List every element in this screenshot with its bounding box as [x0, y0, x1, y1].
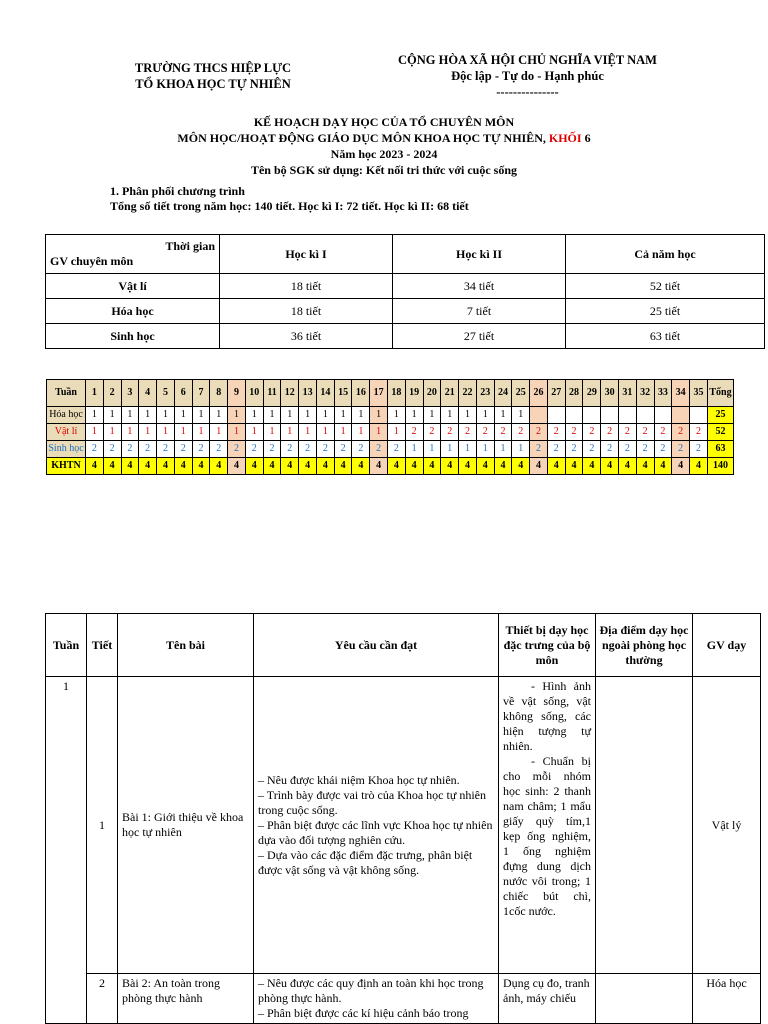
week-cell: 1	[476, 441, 494, 458]
lesson-period: 2	[87, 974, 118, 1024]
week-cell: 1	[121, 407, 139, 424]
week-row-label: Hóa học	[47, 407, 86, 424]
week-cell: 1	[281, 424, 299, 441]
week-cell: 2	[370, 441, 388, 458]
week-number: 22	[459, 380, 477, 407]
lesson-row	[46, 974, 761, 1024]
week-cell: 2	[388, 441, 406, 458]
plan-textbook: Tên bộ SGK sử dụng: Kết nối tri thức với cuộc sống	[250, 163, 518, 177]
lesson-location	[596, 677, 693, 974]
week-cell: 4	[334, 458, 352, 475]
week-cell: 2	[601, 441, 619, 458]
week-cell: 4	[281, 458, 299, 475]
week-number: 9	[228, 380, 246, 407]
week-header-label: Tuần	[47, 380, 86, 407]
week-cell: 4	[405, 458, 423, 475]
week-row-total: 25	[708, 407, 734, 424]
week-cell: 1	[441, 407, 459, 424]
week-cell: 2	[316, 441, 334, 458]
week-cell: 1	[352, 407, 370, 424]
week-number: 3	[121, 380, 139, 407]
summary-year: 52 tiết	[566, 274, 765, 299]
week-number: 31	[618, 380, 636, 407]
week-cell: 1	[459, 441, 477, 458]
requirement-line: – Nêu được các quy định an toàn khi học trong phòng thực hành.	[258, 976, 484, 1005]
week-cell: 2	[405, 424, 423, 441]
week-cell: 2	[245, 441, 263, 458]
requirement-line: – Phân biệt được các lĩnh vực Khoa học tự nhiên dựa vào đối tượng nghiên cứu.	[258, 817, 493, 847]
week-cell: 1	[103, 424, 121, 441]
header-location: Địa điểm dạy học ngoài phòng học thường	[596, 614, 693, 677]
week-cell: 2	[672, 424, 690, 441]
header-equipment: Thiết bị dạy học đặc trưng của bộ môn	[499, 614, 596, 677]
week-cell: 2	[547, 441, 565, 458]
plan-subject-prefix: MÔN HỌC/HOẠT ĐỘNG GIÁO DỤC MÔN KHOA HỌC TỰ NHIÊN,	[177, 131, 549, 145]
week-grid-row	[47, 441, 734, 458]
week-number: 15	[334, 380, 352, 407]
week-cell: 1	[334, 424, 352, 441]
week-cell: 1	[192, 407, 210, 424]
summary-year: 63 tiết	[566, 324, 765, 349]
week-cell: 1	[210, 407, 228, 424]
summary-year: 25 tiết	[566, 299, 765, 324]
week-cell	[672, 407, 690, 424]
nation-name: CỘNG HÒA XÃ HỘI CHỦ NGHĨA VIỆT NAM	[398, 53, 657, 67]
week-cell	[530, 407, 548, 424]
week-cell: 4	[157, 458, 175, 475]
summary-hk2: 27 tiết	[393, 324, 566, 349]
week-cell: 1	[263, 407, 281, 424]
plan-grade-number: 6	[581, 131, 591, 145]
week-cell: 1	[157, 424, 175, 441]
week-cell: 1	[476, 407, 494, 424]
week-cell: 1	[405, 441, 423, 458]
lesson-teacher: Vật lý	[693, 677, 761, 974]
summary-hk1: 18 tiết	[220, 274, 393, 299]
week-number: 13	[299, 380, 317, 407]
week-cell: 4	[601, 458, 619, 475]
week-number: 2	[103, 380, 121, 407]
week-cell: 4	[139, 458, 157, 475]
week-cell: 2	[690, 424, 708, 441]
week-number: 12	[281, 380, 299, 407]
week-cell: 2	[121, 441, 139, 458]
week-cell: 2	[86, 441, 104, 458]
week-number: 33	[654, 380, 672, 407]
week-number: 26	[530, 380, 548, 407]
week-grid-row	[47, 407, 734, 424]
week-cell: 2	[494, 424, 512, 441]
week-cell	[690, 407, 708, 424]
section-1-summary: Tổng số tiết trong năm học: 140 tiết. Học kì I: 72 tiết. Học kì II: 68 tiết	[110, 199, 469, 213]
week-number: 17	[370, 380, 388, 407]
week-cell: 4	[476, 458, 494, 475]
week-cell: 4	[370, 458, 388, 475]
week-cell: 2	[601, 424, 619, 441]
week-cell: 2	[157, 441, 175, 458]
week-cell: 2	[636, 441, 654, 458]
summary-corner-cell	[46, 235, 220, 274]
week-header-row	[47, 380, 734, 407]
week-cell: 1	[245, 407, 263, 424]
week-cell: 4	[565, 458, 583, 475]
week-cell: 4	[352, 458, 370, 475]
requirement-line: – Phân biệt được các kí hiệu cảnh báo trong	[258, 1006, 469, 1020]
week-cell: 1	[423, 441, 441, 458]
week-row-label: Vật lí	[47, 424, 86, 441]
week-number: 35	[690, 380, 708, 407]
week-cell: 4	[530, 458, 548, 475]
week-cell	[654, 407, 672, 424]
requirement-line: – Nêu được khái niệm Khoa học tự nhiên.	[258, 772, 460, 787]
header-requirements: Yêu cầu cần đạt	[254, 614, 499, 677]
week-cell: 4	[494, 458, 512, 475]
week-cell: 2	[512, 424, 530, 441]
week-number: 6	[174, 380, 192, 407]
week-cell: 1	[441, 441, 459, 458]
week-cell: 4	[583, 458, 601, 475]
week-cell: 1	[459, 407, 477, 424]
week-cell: 4	[423, 458, 441, 475]
week-cell: 4	[512, 458, 530, 475]
summary-subject: Hóa học	[46, 299, 220, 324]
week-number: 11	[263, 380, 281, 407]
week-number: 23	[476, 380, 494, 407]
week-number: 28	[565, 380, 583, 407]
header-teacher: GV dạy	[693, 614, 761, 677]
week-cell: 2	[476, 424, 494, 441]
week-cell: 4	[654, 458, 672, 475]
week-cell: 1	[86, 424, 104, 441]
week-cell: 4	[459, 458, 477, 475]
week-grid	[46, 379, 734, 475]
week-cell: 4	[316, 458, 334, 475]
header-week: Tuần	[46, 614, 87, 677]
week-number: 16	[352, 380, 370, 407]
lesson-location	[596, 974, 693, 1024]
summary-row	[46, 324, 765, 349]
week-cell: 1	[423, 407, 441, 424]
week-number: 25	[512, 380, 530, 407]
week-cell: 1	[139, 424, 157, 441]
lesson-teacher: Hóa học	[693, 974, 761, 1024]
week-cell: 2	[263, 441, 281, 458]
week-cell: 2	[423, 424, 441, 441]
equipment-line: Dụng cụ đo, tranh ảnh, máy chiếu	[503, 976, 590, 1005]
week-cell: 2	[565, 441, 583, 458]
week-number: 20	[423, 380, 441, 407]
week-number: 14	[316, 380, 334, 407]
summary-hk1: 18 tiết	[220, 299, 393, 324]
lesson-requirements	[254, 677, 499, 974]
week-number: 24	[494, 380, 512, 407]
nation-separator: ---------------	[496, 85, 559, 99]
week-cell: 2	[547, 424, 565, 441]
week-row-total: 63	[708, 441, 734, 458]
week-cell: 1	[299, 424, 317, 441]
lesson-header-row	[46, 614, 761, 677]
week-cell: 2	[103, 441, 121, 458]
week-cell: 2	[672, 441, 690, 458]
week-cell: 1	[370, 424, 388, 441]
lesson-requirements	[254, 974, 499, 1024]
week-cell: 2	[636, 424, 654, 441]
week-cell: 1	[334, 407, 352, 424]
week-cell: 4	[690, 458, 708, 475]
week-cell: 2	[583, 424, 601, 441]
week-row-label: Sinh học	[47, 441, 86, 458]
week-cell: 4	[245, 458, 263, 475]
week-cell: 1	[263, 424, 281, 441]
week-cell: 2	[174, 441, 192, 458]
equipment-line: - Chuẩn bị cho mỗi nhóm học sinh: 2 thanh nam châm; 1 mẩu giấy quỳ tím,1 kẹp ống nghiệm, 1 ống nghiệm đựng dung dịch nước vôi trong; 1 chiếc bút chì, 1cốc nước.	[503, 754, 591, 918]
week-cell: 4	[618, 458, 636, 475]
week-cell: 2	[210, 441, 228, 458]
corner-time-label: Thời gian	[165, 239, 215, 253]
week-number: 5	[157, 380, 175, 407]
week-cell: 1	[352, 424, 370, 441]
week-cell: 4	[636, 458, 654, 475]
week-cell: 2	[139, 441, 157, 458]
school-header	[108, 60, 318, 92]
lesson-name: Bài 1: Giới thiệu về khoa học tự nhiên	[118, 677, 254, 974]
plan-title: KẾ HOẠCH DẠY HỌC CỦA TỔ CHUYÊN MÔN	[253, 115, 515, 129]
plan-title-block	[60, 114, 708, 178]
equipment-line: - Hình ảnh về vật sống, vật không sống, các hiện tượng tự nhiên.	[503, 679, 591, 753]
summary-row	[46, 274, 765, 299]
week-cell: 4	[441, 458, 459, 475]
week-cell: 4	[86, 458, 104, 475]
corner-teacher-label: GV chuyên môn	[50, 254, 134, 268]
week-cell: 4	[103, 458, 121, 475]
week-cell	[618, 407, 636, 424]
week-cell: 4	[299, 458, 317, 475]
lesson-equipment	[499, 677, 596, 974]
section-1-heading: 1. Phân phối chương trình	[110, 184, 245, 198]
week-cell: 1	[157, 407, 175, 424]
week-cell: 2	[228, 441, 246, 458]
week-cell: 2	[583, 441, 601, 458]
week-cell: 4	[388, 458, 406, 475]
week-header-total: Tổng	[708, 380, 734, 407]
week-row-total: 52	[708, 424, 734, 441]
header-lesson: Tên bài	[118, 614, 254, 677]
requirement-line: – Trình bày được vai trò của Khoa học tự nhiên trong cuộc sống.	[258, 787, 486, 817]
week-cell: 1	[494, 407, 512, 424]
summary-subject: Sinh học	[46, 324, 220, 349]
week-number: 4	[139, 380, 157, 407]
school-name: TRƯỜNG THCS HIỆP LỰC	[134, 61, 292, 75]
week-cell	[601, 407, 619, 424]
summary-hk2: 7 tiết	[393, 299, 566, 324]
week-cell: 2	[654, 424, 672, 441]
week-cell: 1	[192, 424, 210, 441]
week-number: 29	[583, 380, 601, 407]
week-cell: 1	[512, 407, 530, 424]
summary-hk1: 36 tiết	[220, 324, 393, 349]
week-cell	[636, 407, 654, 424]
week-number: 32	[636, 380, 654, 407]
week-cell: 2	[441, 424, 459, 441]
week-cell: 1	[210, 424, 228, 441]
week-cell: 1	[299, 407, 317, 424]
week-cell: 1	[316, 407, 334, 424]
week-number: 34	[672, 380, 690, 407]
week-cell	[565, 407, 583, 424]
week-cell	[547, 407, 565, 424]
plan-subject	[60, 130, 708, 146]
week-cell: 2	[618, 424, 636, 441]
week-grid-row	[47, 424, 734, 441]
week-cell: 4	[174, 458, 192, 475]
week-number: 1	[86, 380, 104, 407]
week-number: 19	[405, 380, 423, 407]
week-cell: 1	[103, 407, 121, 424]
header-period: Tiết	[87, 614, 118, 677]
week-cell: 4	[210, 458, 228, 475]
week-cell: 1	[86, 407, 104, 424]
plan-grade-word: KHỐI	[548, 131, 582, 145]
week-cell: 4	[192, 458, 210, 475]
week-cell: 2	[299, 441, 317, 458]
week-row-total: 140	[708, 458, 734, 475]
week-cell: 1	[281, 407, 299, 424]
week-cell: 1	[405, 407, 423, 424]
lesson-week	[46, 974, 87, 1024]
week-cell: 2	[459, 424, 477, 441]
week-cell: 2	[618, 441, 636, 458]
week-cell: 2	[654, 441, 672, 458]
week-cell: 4	[228, 458, 246, 475]
week-cell: 2	[565, 424, 583, 441]
nation-motto: Độc lập - Tự do - Hạnh phúc	[451, 69, 604, 83]
week-cell: 1	[388, 407, 406, 424]
nation-header	[385, 52, 670, 100]
week-cell: 1	[316, 424, 334, 441]
summary-subject: Vật lí	[46, 274, 220, 299]
week-row-label: KHTN	[47, 458, 86, 475]
week-cell: 1	[370, 407, 388, 424]
lesson-week: 1	[46, 677, 87, 974]
week-grid-row	[47, 458, 734, 475]
col-year-header: Cả năm học	[566, 235, 765, 274]
week-cell: 4	[263, 458, 281, 475]
week-cell: 2	[334, 441, 352, 458]
col-hk2-header: Học kì II	[393, 235, 566, 274]
requirement-line: – Dựa vào các đặc điểm đặc trưng, phân biệt được vật sống và vật không sống.	[258, 847, 473, 877]
week-cell: 4	[547, 458, 565, 475]
week-cell: 2	[352, 441, 370, 458]
week-cell: 4	[672, 458, 690, 475]
summary-header-row	[46, 235, 765, 274]
week-cell: 1	[174, 407, 192, 424]
lesson-table	[45, 613, 761, 1024]
week-number: 27	[547, 380, 565, 407]
week-cell: 1	[494, 441, 512, 458]
lesson-equipment	[499, 974, 596, 1024]
lesson-period: 1	[87, 677, 118, 974]
week-cell: 2	[530, 424, 548, 441]
week-cell: 1	[512, 441, 530, 458]
week-number: 7	[192, 380, 210, 407]
week-cell: 1	[388, 424, 406, 441]
section-1	[110, 184, 469, 214]
week-cell: 1	[139, 407, 157, 424]
week-cell: 1	[245, 424, 263, 441]
week-cell: 1	[228, 424, 246, 441]
week-cell: 2	[530, 441, 548, 458]
week-cell	[583, 407, 601, 424]
week-cell: 4	[121, 458, 139, 475]
lesson-name: Bài 2: An toàn trong phòng thực hành	[118, 974, 254, 1024]
col-hk1-header: Học kì I	[220, 235, 393, 274]
week-number: 10	[245, 380, 263, 407]
week-cell: 1	[228, 407, 246, 424]
week-cell: 1	[174, 424, 192, 441]
week-number: 30	[601, 380, 619, 407]
department-name: TỔ KHOA HỌC TỰ NHIÊN	[135, 77, 291, 91]
summary-row	[46, 299, 765, 324]
week-cell: 2	[192, 441, 210, 458]
week-cell: 2	[690, 441, 708, 458]
week-number: 21	[441, 380, 459, 407]
plan-year: Năm học 2023 - 2024	[330, 147, 438, 161]
lesson-row	[46, 677, 761, 974]
week-number: 18	[388, 380, 406, 407]
summary-hk2: 34 tiết	[393, 274, 566, 299]
week-cell: 2	[281, 441, 299, 458]
week-number: 8	[210, 380, 228, 407]
week-cell: 1	[121, 424, 139, 441]
summary-table	[45, 234, 765, 349]
